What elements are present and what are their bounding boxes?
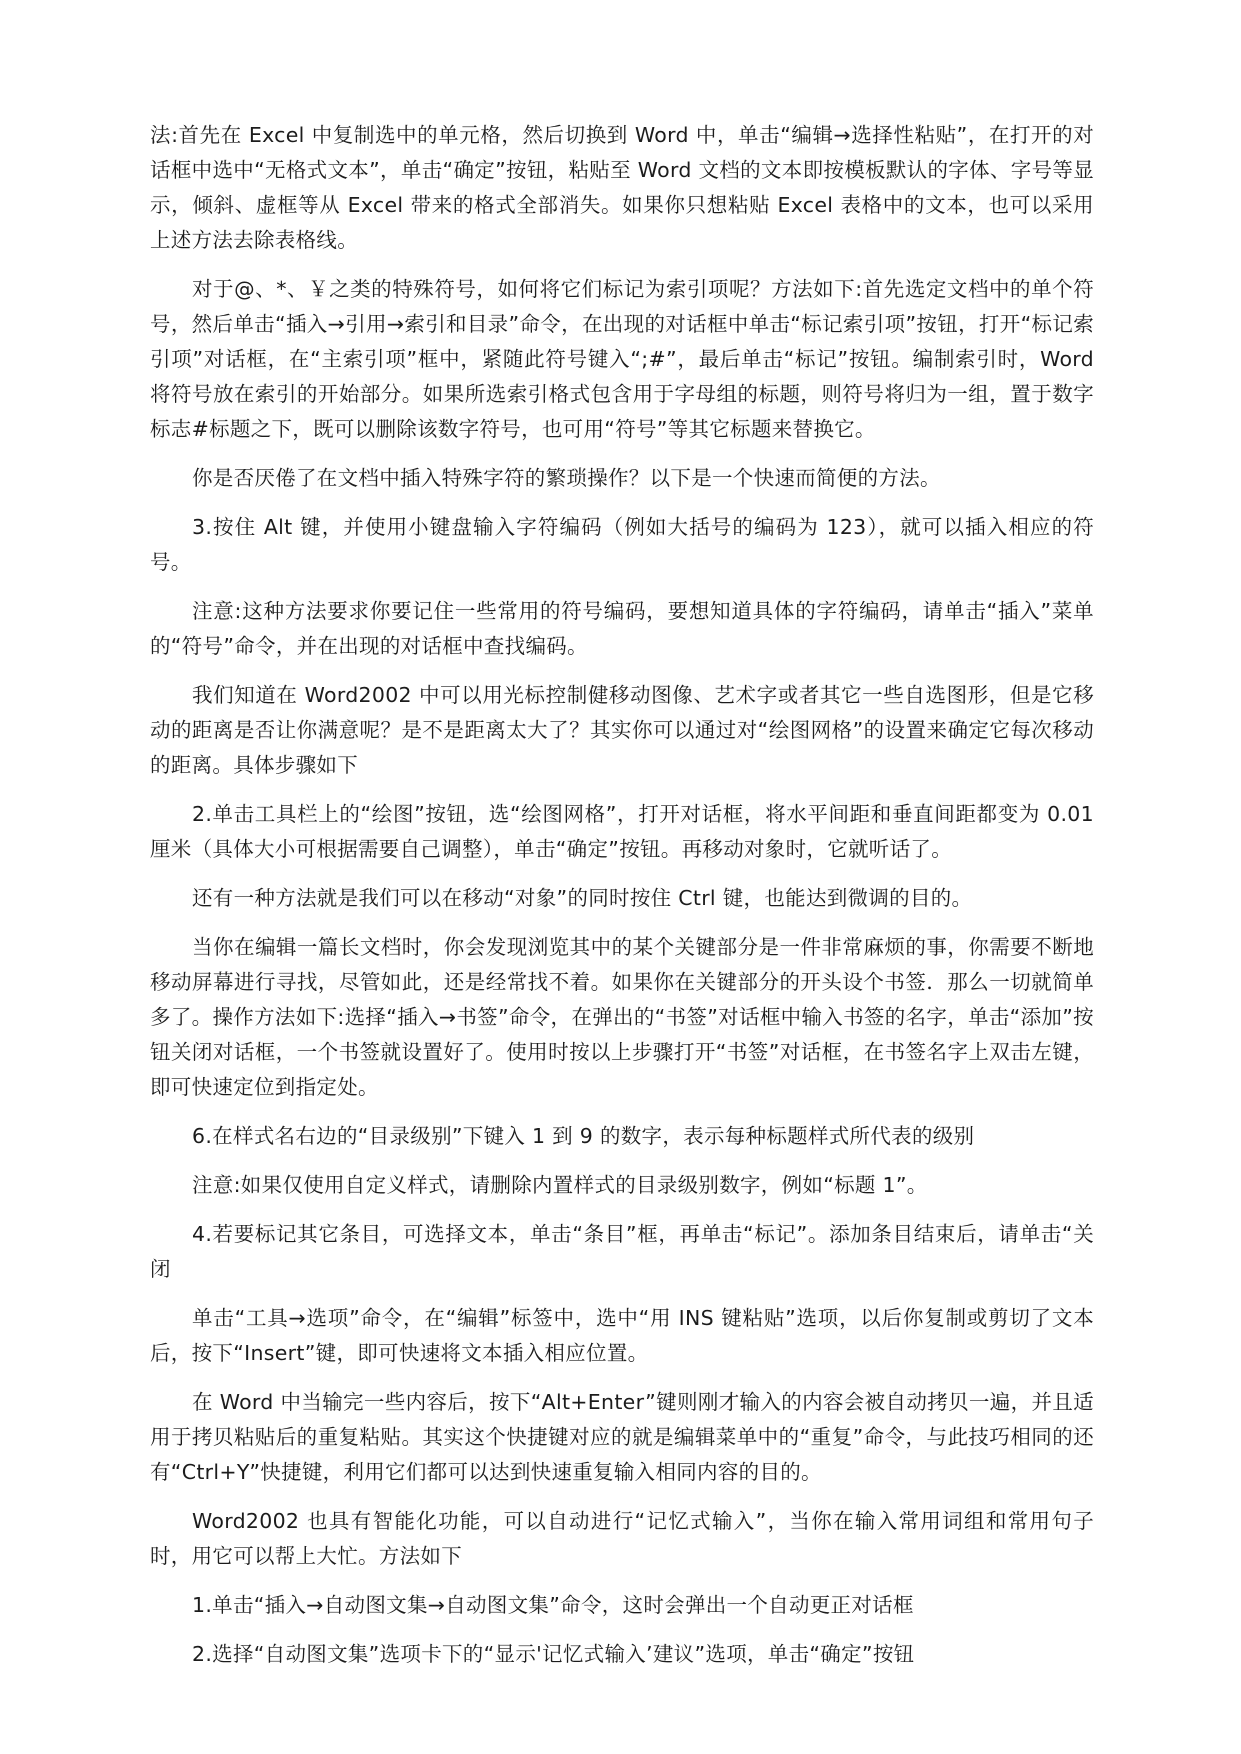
paragraph-16: 1.单击“插入→自动图文集→自动图文集”命令，这时会弹出一个自动更正对话框: [192, 1593, 914, 1617]
paragraph-10: 6.在样式名右边的“目录级别”下键入 1 到 9 的数字，表示每种标题样式所代表的级别: [192, 1124, 975, 1148]
paragraph-3: 你是否厌倦了在文档中插入特殊字符的繁琐操作？以下是一个快速而简便的方法。: [192, 466, 941, 490]
paragraph-8: 还有一种方法就是我们可以在移动“对象”的同时按住 Ctrl 键，也能达到微调的目的。: [192, 886, 973, 910]
paragraph-1: 法:首先在 Excel 中复制选中的单元格，然后切换到 Word 中，单击“编辑→选择性粘贴”，在打开的对话框中选中“无格式文本”，单击“确定”按钮，粘贴至 Word 文档的文本即按模板默认的字体、字号等显示，倾斜、虚框等从 Excel 带来的格式全部消失。如果你只想粘贴 Excel 表格中的文本，也可以采用上述方法去除表格线。: [150, 123, 1094, 252]
paragraph-9: 当你在编辑一篇长文档时，你会发现浏览其中的某个关键部分是一件非常麻烦的事，你需要不断地移动屏幕进行寻找，尽管如此，还是经常找不着。如果你在关键部分的开头设个书签．那么一切就简单多了。操作方法如下:选择“插入→书签”命令，在弹出的“书签”对话框中输入书签的名字，单击“添加”按钮关闭对话框，一个书签就设置好了。使用时按以上步骤打开“书签”对话框，在书签名字上双击左键，即可快速定位到指定处。: [150, 935, 1094, 1099]
paragraph-4: 3.按住 Alt 键，并使用小键盘输入字符编码（例如大括号的编码为 123），就可以插入相应的符号。: [150, 515, 1094, 574]
paragraph-14: 在 Word 中当输完一些内容后，按下“Alt+Enter”键则刚才输入的内容会被自动拷贝一遍，并且适用于拷贝粘贴后的重复粘贴。其实这个快捷键对应的就是编辑菜单中的“重复”命令，与此技巧相同的还有“Ctrl+Y”快捷键，利用它们都可以达到快速重复输入相同内容的目的。: [150, 1390, 1094, 1484]
paragraph-13: 单击“工具→选项”命令，在“编辑”标签中，选中“用 INS 键粘贴”选项，以后你复制或剪切了文本后，按下“Insert”键，即可快速将文本插入相应位置。: [150, 1306, 1094, 1365]
paragraph-15: Word2002 也具有智能化功能，可以自动进行“记忆式输入”，当你在输入常用词组和常用句子时，用它可以帮上大忙。方法如下: [150, 1509, 1094, 1568]
paragraph-11: 注意:如果仅使用自定义样式，请删除内置样式的目录级别数字，例如“标题 1”。: [192, 1173, 928, 1197]
paragraph-12: 4.若要标记其它条目，可选择文本，单击“条目”框，再单击“标记”。添加条目结束后，请单击“关闭: [150, 1222, 1094, 1281]
paragraph-2: 对于@、*、￥之类的特殊符号，如何将它们标记为索引项呢？方法如下:首先选定文档中的单个符号，然后单击“插入→引用→索引和目录”命令，在出现的对话框中单击“标记索引项”按钮，打开“标记索引项”对话框，在“主索引项”框中，紧随此符号键入“;#”，最后单击“标记”按钮。编制索引时，Word 将符号放在索引的开始部分。如果所选索引格式包含用于字母组的标题，则符号将归为一组，置于数字标志#标题之下，既可以删除该数字符号，也可用“符号”等其它标题来替换它。: [150, 277, 1094, 441]
paragraph-5: 注意:这种方法要求你要记住一些常用的符号编码，要想知道具体的字符编码，请单击“插入”菜单的“符号”命令，并在出现的对话框中查找编码。: [150, 599, 1094, 658]
paragraph-7: 2.单击工具栏上的“绘图”按钮，选“绘图网格”，打开对话框，将水平间距和垂直间距都变为 0.01 厘米（具体大小可根据需要自己调整），单击“确定”按钮。再移动对象时，它就听话了。: [150, 802, 1094, 861]
document-body: [150, 118, 1094, 1686]
paragraph-17: 2.选择“自动图文集”选项卡下的“显示'记忆式输入’建议”选项，单击“确定”按钮: [192, 1642, 915, 1666]
paragraph-6: 我们知道在 Word2002 中可以用光标控制健移动图像、艺术字或者其它一些自选图形，但是它移动的距离是否让你满意呢？是不是距离太大了？其实你可以通过对“绘图网格”的设置来确定它每次移动的距离。具体步骤如下: [150, 683, 1094, 777]
